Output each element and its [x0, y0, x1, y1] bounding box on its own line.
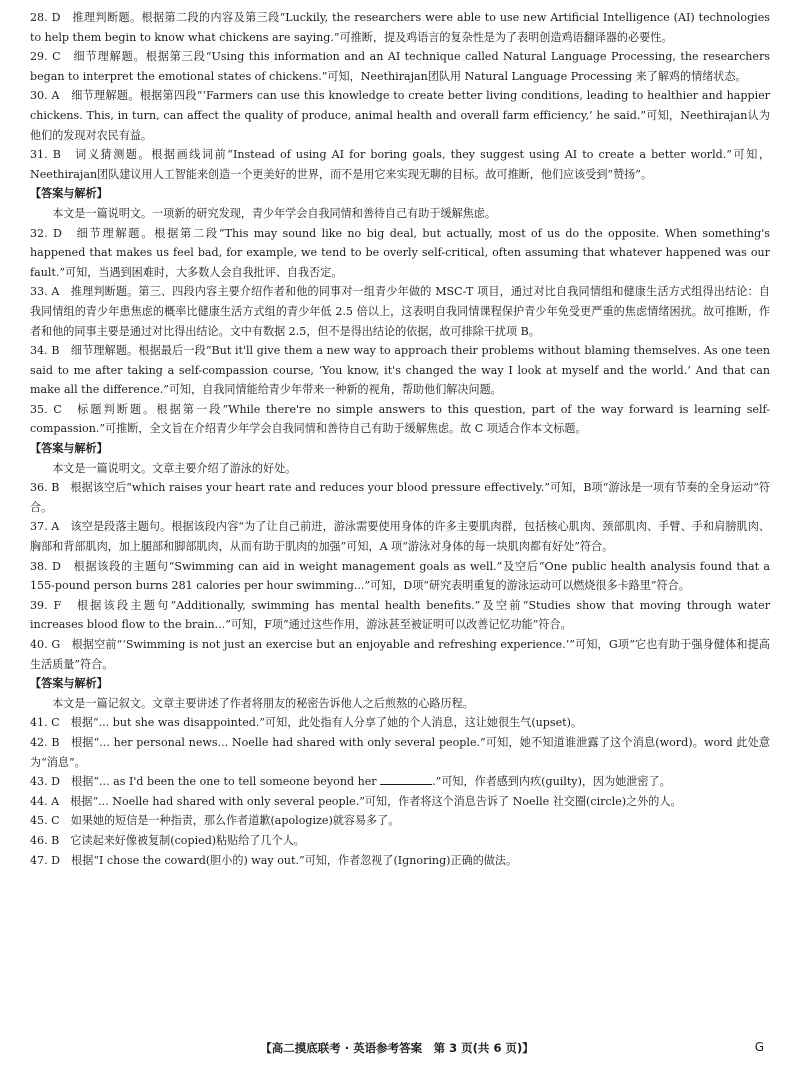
answer-31: 31. B 词义猜测题。根据画线词前“Instead of using AI for boring goals, they suggest using AI to create a better world.”可知，Neethirajan团队建议用人工智能来创造一个更美好的世界，而不是用它来实现无聊的目标。故可推断，他们应该受到“赞扬”。: [30, 148, 770, 181]
answer-36: 36. B 根据该空后“which raises your heart rate and reduces your blood pressure effectively.”可知，B项“游泳是一项有节奏的全身运动”符合。: [30, 481, 770, 514]
answer-43: [30, 772, 770, 792]
answer-38: 38. D 根据该段的主题句“Swimming can aid in weight management goals as well.”及空后“One public health analysis found that a 155-pound person burns 281 calories per hour swimming...”可知，D项“研究表明重复的游泳运动可以燃烧很多卡路里”符合。: [30, 559, 770, 593]
answer-28: 28. D 推理判断题。根据第二段的内容及第三段“Luckily, the researchers were able to use new Artificial Intelligence (AI) technologies to help them begin to know what chickens are saying.”可推断，提及鸡语言的复杂性是为了表明创造鸡语翻译器的必要性。: [30, 11, 770, 44]
answer-32: 32. D 细节理解题。根据第二段“This may sound like no big deal, but actually, most of us do the opposite. When something's happened that makes us feel bad, for example, we tend to be overly self-critical, often assuming that whatever happened was our fault.”可知，当遇到困难时，大多数人会自我批评、自我否定。: [30, 226, 770, 279]
answer-44: 44. A 根据“... Noelle had shared with only several people.”可知，作者将这个消息告诉了 Noelle 社交圈(circle)之外的人。: [30, 794, 682, 808]
fill-in-blank-line: [380, 773, 432, 785]
answer-30: 30. A 细节理解题。根据第四段“‘Farmers can use this knowledge to create better living conditions, leading to healthier and happier chickens. This, in turn, can affect the quality of produce, animal health and overall farm efficiency,’ he said.”可知，Neethirajan认为他们的发现对农民有益。: [30, 89, 770, 142]
answer-29: 29. C 细节理解题。根据第三段“Using this information and an AI technique called Natural Language Processing, the researchers began to interpret the emotional states of chickens.”可知，Neethirajan团队用 Natural Language Processing 来了解鸡的情绪状态。: [30, 50, 770, 83]
answer-42: 42. B 根据“... her personal news... Noelle had shared with only several people.”可知，她不知道谁泄露了这个消息(word)。word 此处意为“消息”。: [30, 735, 770, 769]
answer-40: 40. G 根据空前“‘Swimming is not just an exercise but an enjoyable and refreshing experience.’”可知，G项“它也有助于强身健体和提高生活质量”符合。: [30, 638, 770, 671]
answer-34: 34. B 细节理解题。根据最后一段“But it'll give them a new way to approach their problems without blaming themselves. As one teen said to me after taking a self-compassion course, ‘You know, it's changed the way I look at myself and the world.’ And that can make all the difference.”可知，自我同情能给青少年带来一种新的视角，帮助他们解决问题。: [30, 344, 770, 397]
answer-35: 35. C 标题判断题。根据第一段“While there're no simple answers to this question, part of the way forward is learning self-compassion.”可推断，全文旨在介绍青少年学会自我同情和善待自己有助于缓解焦虑。故 C 项适合作本文标题。: [30, 402, 770, 436]
answer-45: 45. C 如果她的短信是一种指责，那么作者道歉(apologize)就容易多了。: [30, 814, 400, 828]
section-intro: 本文是一篇说明文。一项新的研究发现，青少年学会自我同情和善待自己有助于缓解焦虑。: [52, 206, 496, 220]
section-heading: 【答案与解析】: [30, 442, 108, 456]
section-heading: 【答案与解析】: [30, 187, 108, 201]
version-mark: G: [754, 1040, 764, 1054]
answer-41: 41. C 根据“... but she was disappointed.”可知，此处指有人分享了她的个人消息，这让她很生气(upset)。: [30, 716, 583, 730]
answer-43-text-before: 43. D 根据“... as I'd been the one to tell someone beyond her: [30, 775, 381, 789]
answer-33: 33. A 推理判断题。第三、四段内容主要介绍作者和他的同事对一组青少年做的 MSC-T 项目，通过对比自我同情组和健康生活方式组得出结论：自我同情组的青少年患焦虑的概率比健康生活方式组的青少年低 2.5 倍以上，这表明自我同情课程保护青少年免受更严重的焦虑情绪困扰。故可推断，作者和他的同事主要是通过对比得出结论。文中有数据 2.5，但不是得出结论的依据，故可排除干扰项 B。: [30, 285, 770, 338]
answer-37: 37. A 该空是段落主题句。根据该段内容“为了让自己前进，游泳需要使用身体的许多主要肌肉群，包括核心肌肉、颈部肌肉、手臂、手和肩膀肌肉、胸部和背部肌肉，加上腿部和脚部肌肉，从而有助于肌肉的加强”可知，A 项“游泳对身体的每一块肌肉都有好处”符合。: [30, 520, 770, 554]
answer-key-page: [30, 8, 770, 870]
answer-47: 47. D 根据“I chose the coward(胆小的) way out.”可知，作者忽视了(Ignoring)正确的做法。: [30, 853, 518, 867]
section-heading: 【答案与解析】: [30, 677, 108, 691]
answer-39: 39. F 根据该段主题句“Additionally, swimming has mental health benefits.”及空前“Studies show that moving through water increases blood flow to the brain...”可知，F项“通过这些作用，游泳甚至被证明可以改善记忆功能”符合。: [30, 598, 770, 632]
section-intro: 本文是一篇记叙文。文章主要讲述了作者将朋友的秘密告诉他人之后煎熬的心路历程。: [52, 696, 474, 710]
section-intro: 本文是一篇说明文。文章主要介绍了游泳的好处。: [52, 461, 297, 475]
page-footer: 【高二摸底联考 · 英语参考答案 第 3 页(共 6 页)】: [260, 1041, 534, 1055]
answer-43-text-after: .”可知，作者感到内疚(guilty)，因为她泄密了。: [432, 775, 671, 789]
answer-46: 46. B 它读起来好像被复制(copied)粘贴给了几个人。: [30, 833, 305, 847]
